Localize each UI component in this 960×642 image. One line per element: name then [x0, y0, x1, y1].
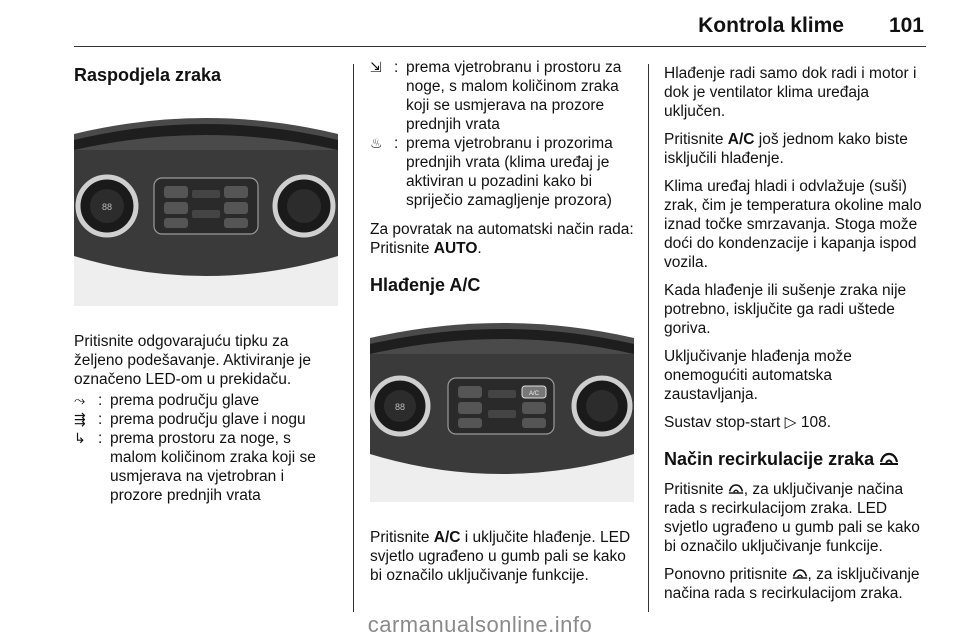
list-colon: : — [98, 430, 103, 447]
list-colon: : — [98, 392, 103, 409]
svg-text:88: 88 — [394, 402, 406, 412]
list-colon: : — [394, 59, 399, 76]
foot-airflow-icon: ↳ — [74, 430, 86, 446]
paragraph-stop-start: Sustav stop-start ▷ 108. — [664, 414, 832, 431]
auto-label: AUTO — [433, 240, 478, 257]
climate-panel-photo-1 — [74, 106, 338, 306]
list-item-text: prema vjetrobranu i prostoru za noge, s malom količinom zraka koji se usmjerava na prozore prednjih vrata — [406, 59, 622, 133]
paragraph-dehumidify: Klima uređaj hladi i odvlažuje (suši) zrak, čim je temperatura okoline malo iznad točke smrzavanja. Stoga može doći do kondenzacije i kapanja ispod vozila. — [664, 178, 922, 271]
list-item-text: prema prostoru za noge, s malom količinom zraka koji se usmjerava na vjetrobran i prozore prednjih vrata — [110, 430, 316, 504]
list-colon: : — [394, 135, 399, 152]
watermark: carmanualsonline.info — [367, 612, 593, 637]
column-3 — [664, 58, 930, 603]
page-title: Kontrola klime — [698, 14, 844, 37]
ac-button-label: A/C — [528, 391, 540, 397]
ac-label: A/C — [727, 131, 755, 148]
paragraph-ac-off: Pritisnite A/C još jednom kako biste isključili hlađenje. — [664, 131, 908, 167]
column-divider-2 — [648, 64, 649, 612]
auto-paragraph: Za povratak na automatski način rada: Pritisnite AUTO. — [370, 221, 634, 257]
recirculation-icon — [879, 451, 899, 467]
header-rule — [74, 46, 926, 47]
head-airflow-icon: ⤳ — [74, 392, 86, 408]
section-heading-air-distribution: Raspodjela zraka — [74, 65, 222, 85]
page-reference-link[interactable]: ▷ 108 — [784, 414, 827, 431]
ac-label: A/C — [433, 529, 461, 546]
air-distribution-list-continued — [370, 58, 636, 210]
defrost-icon: ♨ — [370, 135, 383, 151]
intro-paragraph: Pritisnite odgovarajuću tipku za željeno podešavanje. Aktiviranje je označeno LED-om u prekidaču. — [74, 333, 311, 388]
list-item-text: prema području glave i nogu — [110, 411, 306, 428]
recirculation-icon — [792, 567, 808, 581]
column-divider-1 — [353, 64, 354, 612]
ac-paragraph: Pritisnite A/C i uključite hlađenje. LED svjetlo ugrađeno u gumb pali se kako bi označilo uključivanje funkcije. — [370, 529, 631, 584]
paragraph-recirculation-off: Ponovno pritisnite , za isključivanje načina rada s recirkulacijom zraka. — [664, 566, 920, 602]
list-colon: : — [98, 411, 103, 428]
climate-panel-photo-2 — [370, 312, 634, 502]
paragraph-autostop: Uključivanje hlađenja može onemogućiti automatska zaustavljanja. — [664, 348, 852, 403]
list-item-text: prema području glave — [110, 392, 260, 409]
paragraph-fuel-saving: Kada hlađenje ili sušenje zraka nije potrebno, isključite ga radi uštede goriva. — [664, 282, 907, 337]
section-heading-recirculation: Način recirkulacije zraka — [664, 448, 930, 470]
air-distribution-list — [74, 391, 340, 505]
page-header — [74, 0, 926, 52]
section-heading-ac-cooling: Hlađenje A/C — [370, 275, 481, 295]
page-number: 101 — [888, 14, 924, 37]
paragraph-cooling-engine: Hlađenje radi samo dok radi i motor i dok je ventilator klima uređaja uključen. — [664, 65, 917, 120]
windscreen-foot-airflow-icon: ⇲ — [370, 59, 382, 75]
svg-text:88: 88 — [101, 202, 113, 212]
paragraph-recirculation-on: Pritisnite , za uključivanje načina rada s recirkulacijom zraka. LED svjetlo ugrađeno u gumb pali se kako bi označilo uključivanje funkcije. — [664, 481, 920, 555]
column-2 — [370, 58, 636, 585]
head-foot-airflow-icon: ⇶ — [74, 411, 86, 427]
column-1 — [74, 58, 340, 505]
recirculation-icon — [728, 482, 744, 496]
list-item-text: prema vjetrobranu i prozorima prednjih vrata (klima uređaj je aktiviran u pozadini kako bi spriječio zamagljenje prozora) — [406, 135, 613, 209]
